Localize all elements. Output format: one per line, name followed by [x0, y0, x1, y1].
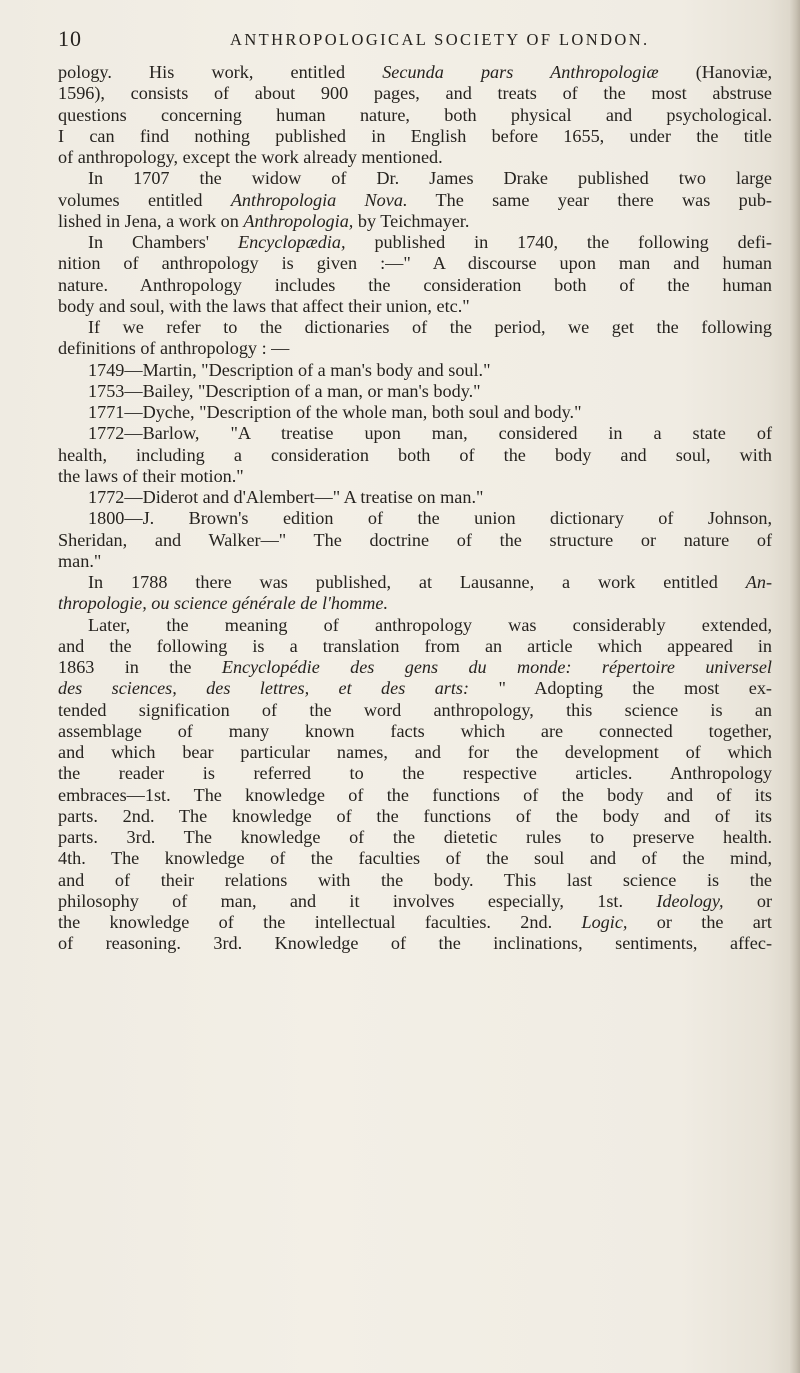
text-line — [58, 678, 772, 699]
text-segment: 1771—Dyche, "Description of the whole man, both soul and body." — [88, 402, 582, 422]
text-line — [58, 62, 772, 83]
text-line — [58, 572, 772, 593]
text-segment: In 1707 the widow of Dr. James Drake published two large — [88, 168, 772, 189]
text-segment: of reasoning. 3rd. Knowledge of the inclinations, sentiments, affec- — [58, 933, 772, 954]
text-segment: nition of anthropology is given :—" A discourse upon man and human — [58, 253, 772, 274]
text-segment: 1596), consists of about 900 pages, and treats of the most abstruse — [58, 83, 772, 104]
text-segment: nature. Anthropology includes the consideration both of the human — [58, 274, 772, 295]
text-segment: 1749—Martin, "Description of a man's body and soul." — [88, 359, 491, 380]
text-segment: 1753—Bailey, "Description of a man, or man's body." — [88, 380, 481, 401]
text-line — [58, 83, 772, 104]
text-segment: lished in Jena, a work on — [58, 210, 244, 231]
page-header — [58, 26, 758, 56]
italic-title: Encyclopédie des gens du monde: répertoire universel — [221, 657, 772, 677]
italic-title: Encyclopædia, — [237, 232, 346, 252]
text-line — [58, 253, 772, 274]
text-line — [58, 870, 772, 891]
text-line — [58, 785, 772, 806]
text-segment: health, including a consideration both of the body and soul, with — [58, 444, 772, 465]
text-segment: volumes entitled — [58, 189, 231, 210]
text-line — [58, 360, 772, 381]
italic-title: Secunda pars Anthropologiæ — [382, 62, 659, 82]
text-segment: (Hanoviæ, — [658, 62, 772, 82]
text-line — [58, 763, 772, 784]
text-line — [58, 508, 772, 529]
text-segment: I can find nothing published in English before 1655, under the title — [58, 125, 772, 146]
text-segment: 1800—J. Brown's edition of the union dictionary of Johnson, — [88, 508, 772, 529]
text-line — [58, 445, 772, 466]
text-segment: the laws of their motion." — [58, 465, 244, 486]
text-segment: pology. His work, entitled — [58, 62, 383, 82]
text-segment: of anthropology, except the work already mentioned. — [58, 147, 443, 167]
text-line — [58, 126, 772, 147]
text-line — [58, 275, 772, 296]
text-line — [58, 487, 772, 508]
text-line — [58, 338, 772, 359]
text-segment: the knowledge of the intellectual faculties. 2nd. — [58, 912, 582, 932]
italic-title: Anthropologia Nova. — [230, 189, 408, 210]
text-line — [58, 168, 772, 189]
text-line — [58, 381, 772, 402]
text-segment: parts. 3rd. The knowledge of the dietetic rules to preserve health. — [58, 827, 772, 847]
italic-title: An- — [745, 572, 772, 592]
text-line — [58, 402, 772, 423]
text-segment: 1772—Barlow, "A treatise upon man, considered in a state of — [88, 423, 772, 444]
text-segment: embraces—1st. The knowledge of the functions of the body and of its — [58, 784, 772, 805]
text-line — [58, 211, 772, 232]
text-segment: and the following is a translation from an article which appeared in — [58, 635, 772, 656]
text-line — [58, 742, 772, 763]
text-segment: the reader is referred to the respective articles. Anthropology — [58, 763, 772, 784]
text-segment: questions concerning human nature, both physical and psychological. — [58, 104, 772, 125]
text-line — [58, 806, 772, 827]
italic-title: thropologie, ou science générale de l'homme. — [58, 593, 388, 614]
text-line — [58, 891, 772, 912]
text-segment: parts. 2nd. The knowledge of the functions of the body and of its — [58, 805, 772, 826]
text-segment: or the art — [627, 912, 772, 932]
text-segment: 4th. The knowledge of the faculties of the soul and of the mind, — [58, 848, 772, 869]
text-segment: body and soul, with the laws that affect their union, etc." — [58, 295, 470, 316]
text-line — [58, 827, 772, 848]
text-segment: 1772—Diderot and d'Alembert—" A treatise on man." — [88, 487, 484, 507]
text-segment: philosophy of man, and it involves especially, 1st. — [58, 890, 657, 911]
text-segment: or — [723, 890, 772, 911]
text-line — [58, 296, 772, 317]
text-line — [58, 933, 772, 954]
text-segment: Sheridan, and Walker—" The doctrine of the structure or nature of — [58, 529, 772, 550]
text-line — [58, 190, 772, 211]
italic-title: Logic, — [581, 912, 628, 932]
text-line — [58, 232, 772, 253]
text-line — [58, 530, 772, 551]
text-line — [58, 423, 772, 444]
text-line — [58, 317, 772, 338]
text-segment: by Teichmayer. — [353, 210, 470, 231]
text-line — [58, 466, 772, 487]
text-segment: 1863 in the — [58, 657, 222, 677]
body-text — [58, 62, 772, 955]
italic-title: Ideology, — [656, 890, 724, 911]
text-segment: tended signification of the word anthropology, this science is an — [58, 699, 772, 720]
text-line — [58, 657, 772, 678]
text-line — [58, 551, 772, 572]
text-line — [58, 700, 772, 721]
running-head: ANTHROPOLOGICAL SOCIETY OF LONDON. — [230, 30, 650, 49]
text-line — [58, 636, 772, 657]
text-segment: assemblage of many known facts which are connected together, — [58, 720, 772, 741]
text-segment: The same year there was pub- — [407, 189, 772, 210]
italic-title: des sciences, des lettres, et des arts: — [58, 678, 470, 699]
text-segment: In Chambers' — [88, 232, 238, 252]
text-segment: and of their relations with the body. This last science is the — [58, 869, 772, 890]
text-segment: In 1788 there was published, at Lausanne, a work entitled — [88, 572, 746, 592]
text-segment: If we refer to the dictionaries of the period, we get the following — [88, 317, 772, 337]
text-line — [58, 593, 772, 614]
text-line — [58, 105, 772, 126]
text-segment: definitions of anthropology : — — [58, 338, 290, 359]
text-segment: Later, the meaning of anthropology was considerably extended, — [88, 614, 772, 635]
text-line — [58, 912, 772, 933]
text-segment: published in 1740, the following defi- — [345, 232, 772, 252]
text-segment: " Adopting the most ex- — [469, 678, 772, 699]
text-line — [58, 615, 772, 636]
text-line — [58, 147, 772, 168]
text-line — [58, 848, 772, 869]
text-segment: and which bear particular names, and for the development of which — [58, 742, 772, 762]
text-segment: man." — [58, 550, 102, 571]
text-line — [58, 721, 772, 742]
page-number: 10 — [58, 26, 82, 51]
page-edge — [790, 0, 800, 1373]
italic-title: Anthropologia, — [243, 210, 354, 231]
